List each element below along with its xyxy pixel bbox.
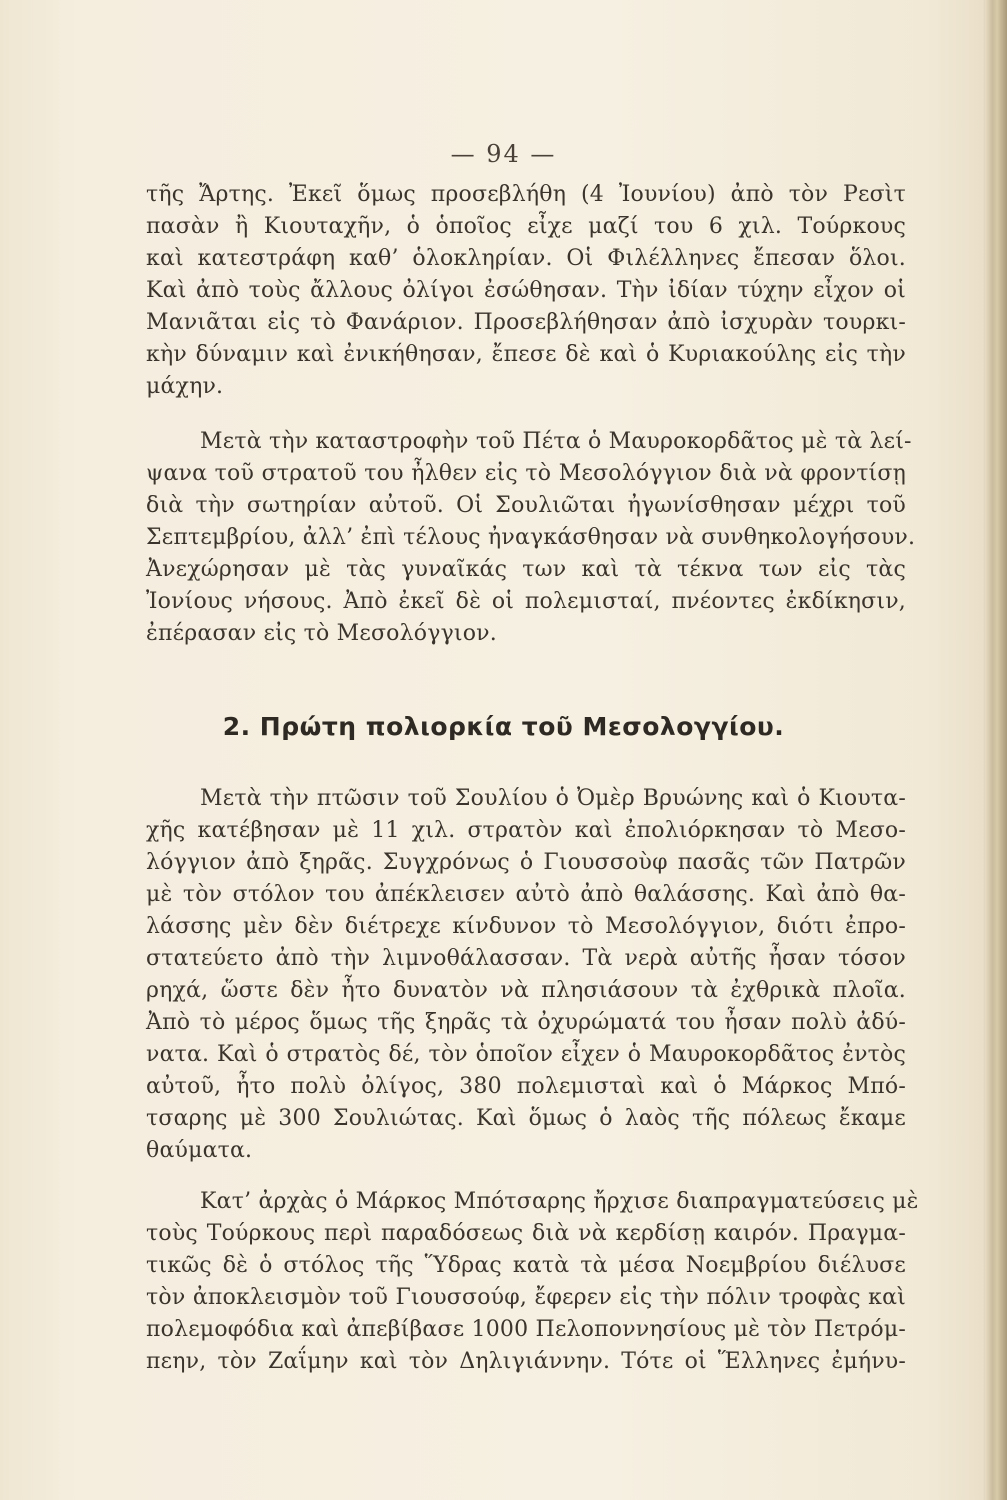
text-line: κὴν δύναμιν καὶ ἐνικήθησαν, ἔπεσε δὲ καὶ ὁ Κυριακούλης εἰς τὴν <box>146 342 906 367</box>
text-line: λάσσης μὲν δὲν διέτρεχε κίνδυνον τὸ Μεσολόγγιον, διότι ἐπρο- <box>146 914 906 939</box>
text-line: Ἀνεχώρησαν μὲ τὰς γυναῖκάς των καὶ τὰ τέκνα των εἰς τὰς <box>146 557 906 582</box>
text-line: τοὺς Τούρκους περὶ παραδόσεως διὰ νὰ κερδίσῃ καιρόν. Πραγμα- <box>146 1221 906 1246</box>
paragraph-3 <box>146 783 906 1167</box>
text-line: ἐπέρασαν εἰς τὸ Μεσολόγγιον. <box>146 621 497 646</box>
text-line: μὲ τὸν στόλον του ἀπέκλεισεν αὐτὸ ἀπὸ θαλάσσης. Καὶ ἀπὸ θα- <box>146 882 906 907</box>
paragraph-1 <box>146 179 906 403</box>
text-line: λόγγιον ἀπὸ ξηρᾶς. Συγχρόνως ὁ Γιουσσοὺφ πασᾶς τῶν Πατρῶν <box>146 850 906 875</box>
section-heading: 2. Πρώτη πολιορκία τοῦ Μεσολογγίου. <box>222 712 785 741</box>
text-line: πασὰν ἢ Κιουταχῆν, ὁ ὁποῖος εἶχε μαζί του 6 χιλ. Τούρκους <box>146 214 906 239</box>
text-line: Μανιᾶται εἰς τὸ Φανάριον. Προσεβλήθησαν ἀπὸ ἰσχυρὰν τουρκι- <box>146 310 906 335</box>
text-line: πολεμοφόδια καὶ ἀπεβίβασε 1000 Πελοποννησίους μὲ τὸν Πετρόμ- <box>146 1317 906 1342</box>
text-line: Κατ’ ἀρχὰς ὁ Μάρκος Μπότσαρης ἤρχισε διαπραγματεύσεις μὲ <box>200 1189 919 1214</box>
text-line: ψανα τοῦ στρατοῦ του ἦλθεν εἰς τὸ Μεσολόγγιον διὰ νὰ φροντίσῃ <box>146 461 906 486</box>
text-line: καὶ κατεστράφη καθ’ ὁλοκληρίαν. Οἱ Φιλέλληνες ἔπεσαν ὅλοι. <box>146 246 906 271</box>
text-line: θαύματα. <box>146 1138 253 1163</box>
text-line: ρηχά, ὥστε δὲν ἦτο δυνατὸν νὰ πλησιάσουν τὰ ἐχθρικὰ πλοῖα. <box>146 978 906 1003</box>
paragraph-4 <box>146 1186 919 1378</box>
text-line: Μετὰ τὴν καταστροφὴν τοῦ Πέτα ὁ Μαυροκορδᾶτος μὲ τὰ λεί- <box>200 429 912 454</box>
text-line: στατεύετο ἀπὸ τὴν λιμνοθάλασσαν. Τὰ νερὰ αὐτῆς ἦσαν τόσον <box>146 946 906 971</box>
paragraph-2 <box>146 426 916 650</box>
text-line: Μετὰ τὴν πτῶσιν τοῦ Σουλίου ὁ Ὀμὲρ Βρυώνης καὶ ὁ Κιουτα- <box>200 786 906 811</box>
text-line: πεην, τὸν Ζαΐμην καὶ τὸν Δηλιγιάννην. Τότε οἱ Ἕλληνες ἐμήνυ- <box>146 1349 906 1374</box>
text-line: μάχην. <box>146 374 224 399</box>
text-line: τὸν ἀποκλεισμὸν τοῦ Γιουσσούφ, ἔφερεν εἰς τὴν πόλιν τροφὰς καὶ <box>146 1285 906 1310</box>
text-line: τσαρης μὲ 300 Σουλιώτας. Καὶ ὅμως ὁ λαὸς τῆς πόλεως ἔκαμε <box>146 1106 906 1131</box>
text-line: Καὶ ἀπὸ τοὺς ἄλλους ὀλίγοι ἐσώθησαν. Τὴν ἰδίαν τύχην εἶχον οἱ <box>146 278 906 303</box>
text-line: αὐτοῦ, ἦτο πολὺ ὀλίγος, 380 πολεμισταὶ καὶ ὁ Μάρκος Μπό- <box>146 1074 906 1099</box>
text-line: χῆς κατέβησαν μὲ 11 χιλ. στρατὸν καὶ ἐπολιόρκησαν τὸ Μεσο- <box>146 818 906 843</box>
text-line: τικῶς δὲ ὁ στόλος τῆς Ὕδρας κατὰ τὰ μέσα Νοεμβρίου διέλυσε <box>146 1253 906 1278</box>
text-line: Σεπτεμβρίου, ἀλλ’ ἐπὶ τέλους ἠναγκάσθησαν νὰ συνθηκολογήσουν. <box>146 525 916 550</box>
page-number: — 94 — <box>450 140 557 168</box>
text-line: Ἀπὸ τὸ μέρος ὅμως τῆς ξηρᾶς τὰ ὀχυρώματά του ἦσαν πολὺ ἀδύ- <box>146 1010 906 1035</box>
text-line: τῆς Ἄρτης. Ἐκεῖ ὅμως προσεβλήθη (4 Ἰουνίου) ἀπὸ τὸν Ρεσὶτ <box>146 182 906 207</box>
text-line: νατα. Καὶ ὁ στρατὸς δέ, τὸν ὁποῖον εἶχεν ὁ Μαυροκορδᾶτος ἐντὸς <box>146 1042 906 1067</box>
page-edge <box>985 0 1007 1500</box>
text-line: διὰ τὴν σωτηρίαν αὐτοῦ. Οἱ Σουλιῶται ἠγωνίσθησαν μέχρι τοῦ <box>146 493 906 518</box>
text-line: Ἰονίους νήσους. Ἀπὸ ἐκεῖ δὲ οἱ πολεμισταί, πνέοντες ἐκδίκησιν, <box>146 589 906 614</box>
